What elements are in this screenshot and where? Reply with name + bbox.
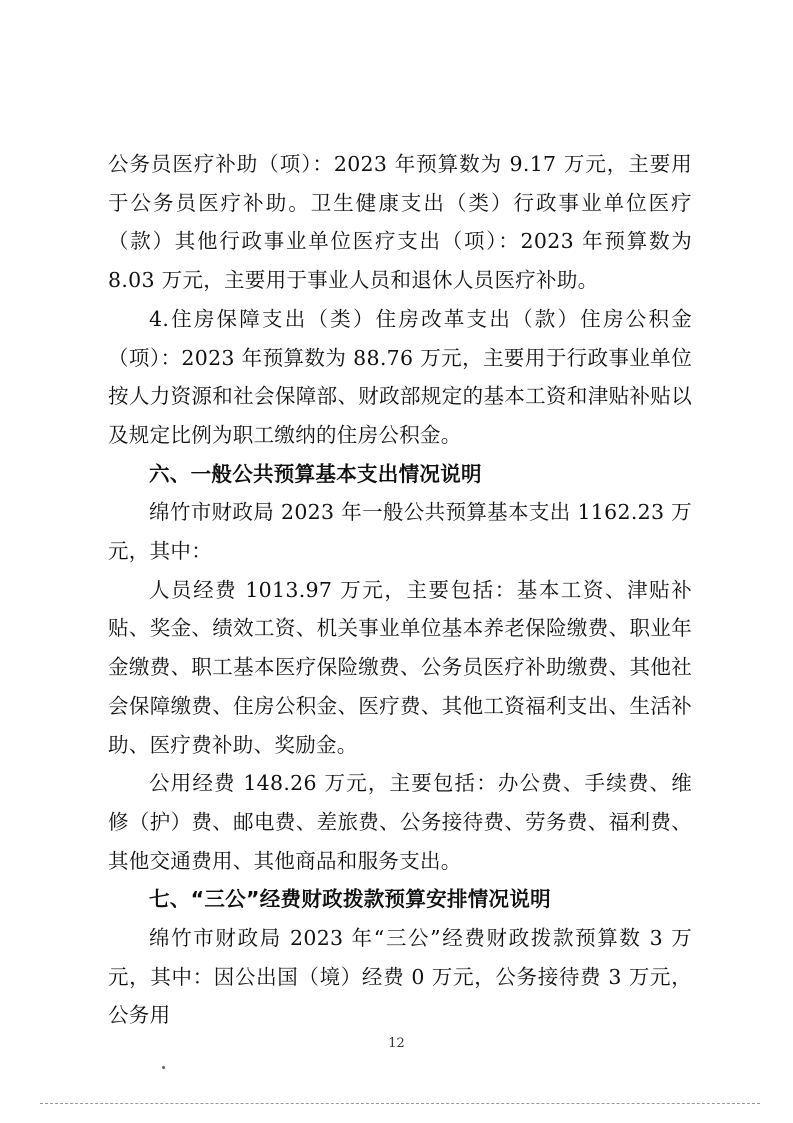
paragraph-public-expenses: 公用经费 148.26 万元，主要包括：办公费、手续费、维修（护）费、邮电费、差旅费、公务接待费、劳务费、福利费、其他交通费用、其他商品和服务支出。 (108, 771, 692, 873)
section-heading-6: 六、一般公共预算基本支出情况说明 (149, 461, 482, 486)
paragraph-medical-subsidy: 公务员医疗补助（项）：2023 年预算数为 9.17 万元，主要用于公务员医疗补助。卫生健康支出（类）行政事业单位医疗（款）其他行政事业单位医疗支出（项）：2023 年预算数为 8.03 万元，主要用于事业人员和退休人员医疗补助。 (108, 152, 692, 293)
paragraph-basic-expenditure: 绵竹市财政局 2023 年一般公共预算基本支出 1162.23 万元，其中： (108, 500, 692, 564)
page-number: 12 (388, 1036, 405, 1051)
scan-edge-line (40, 1103, 760, 1104)
section-heading-7: 七、“三公”经费财政拨款预算安排情况说明 (149, 887, 551, 912)
scan-speck (162, 1066, 165, 1069)
paragraph-personnel-expenses: 人员经费 1013.97 万元，主要包括：基本工资、津贴补贴、奖金、绩效工资、机关事业单位基本养老保险缴费、职业年金缴费、职工基本医疗保险缴费、公务员医疗补助缴费、其他社会保障缴费、住房公积金、医疗费、其他工资福利支出、生活补助、医疗费补助、奖励金。 (108, 577, 692, 757)
body-text (108, 145, 692, 1035)
paragraph-housing-fund: 4.住房保障支出（类）住房改革支出（款）住房公积金（项）：2023 年预算数为 88.76 万元，主要用于行政事业单位按人力资源和社会保障部、财政部规定的基本工资和津贴补贴以及规定比例为职工缴纳的住房公积金。 (108, 306, 692, 447)
paragraph-three-public-funds: 绵竹市财政局 2023 年“三公”经费财政拨款预算数 3 万元，其中：因公出国（境）经费 0 万元，公务接待费 3 万元，公务用 (108, 926, 692, 1028)
